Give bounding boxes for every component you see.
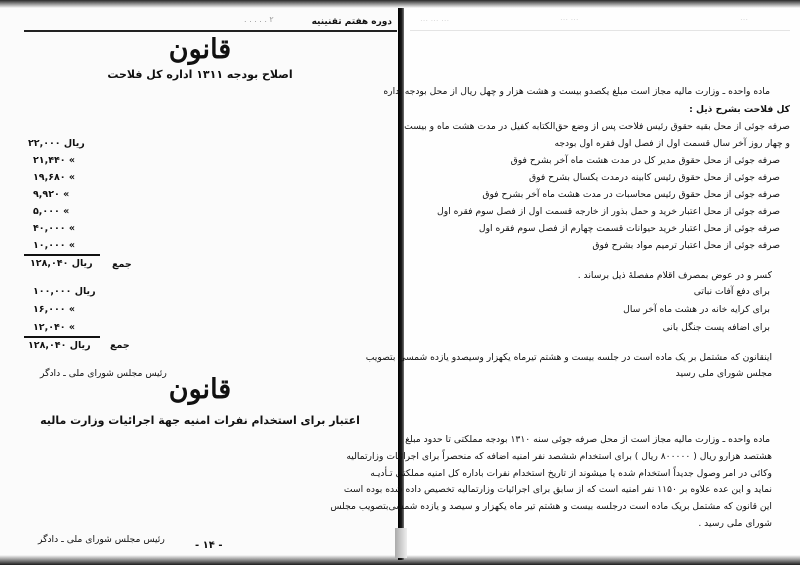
right-page (404, 0, 800, 565)
expense-item: برای کرایه خانه در هشت ماه آخر سال (623, 304, 770, 315)
law1-closing-line: اینقانون که مشتمل بر یک ماده است در جلسه بیست و هشتم تیرماه یکهزار وسیصدو یازده شمسی بتصویب (365, 352, 772, 363)
law2-subtitle: اعتبار برای استخدام نفرات امنیه جهة اجرائیات وزارت مالیه (40, 414, 360, 427)
sum-rule (24, 336, 100, 338)
bleed-through-text: ⋯ ⋯ (560, 15, 579, 24)
running-head-dots: . . . . . ۲ (244, 15, 274, 24)
expense-total: ۱۲۸,۰۴۰ ریال (28, 340, 91, 351)
bleed-through-text: ⋯ ⋯ ⋯ (420, 16, 450, 25)
law2-body-line: شورای ملی رسید . (698, 518, 772, 529)
law1-intro-line: صرفه جوئی از محل بقیه حقوق رئیس فلاحت پس از وضع حق‌الکتابه کفیل در مدت هشت ماه و بیست (404, 121, 790, 132)
law1-title: قانون (168, 34, 232, 65)
savings-item: صرفه جوئی از محل حقوق مدیر کل در مدت هشت ماه آخر بشرح فوق (510, 155, 780, 166)
expense-amount: ۱۶,۰۰۰ « (33, 304, 76, 315)
bleed-through-text: ⋯ (740, 15, 748, 24)
savings-amount: ۲۱,۴۴۰ « (33, 155, 76, 166)
law1-closing-line: مجلس شورای ملی رسید (675, 368, 772, 379)
law1-intro-line: ماده واحده ـ وزارت مالیه مجاز است مبلغ یکصدو بیست و هشت هزار و چهل ریال از محل بودجه اداره (383, 86, 770, 97)
law2-body-line: وکائی در امر وصول جدیداً استخدام شده یا میشوند از تاریخ استخدام نفرات باداره کل امنیه مملکتی تـأدیـه (370, 468, 772, 479)
law2-title: قانون (168, 374, 232, 405)
savings-item: صرفه جوئی از محل اعتبار خرید و حمل بذور از خارجه قسمت اول از فصل سوم فقره اول (437, 206, 780, 217)
savings-amount: ۱۹,۶۸۰ « (33, 172, 76, 183)
running-head (24, 17, 394, 31)
expense-amount: ۱۲,۰۴۰ « (33, 322, 76, 333)
page-curl (395, 528, 407, 558)
savings-total: ۱۲۸,۰۴۰ ریال (30, 258, 93, 269)
expense-item: برای دفع آفات نباتی (693, 286, 770, 297)
law2-body-line: نماید و این عده علاوه بر ۱۱۵۰ نفر امنیه است که از سابق برای اجرائیات وزارتمالیه تخصیص داده شده بوده است (343, 484, 772, 495)
sum-rule (24, 254, 100, 256)
law2-body-line: ماده واحده ـ وزارت مالیه مجاز است از محل صرفه جوئی سنه ۱۳۱۰ بودجه مملکتی تا حدود مبلغ (405, 434, 770, 445)
savings-total-label: جمع (112, 259, 132, 270)
savings-amount: ۲۲,۰۰۰ ریال (28, 138, 85, 149)
bleed-through-rule (410, 30, 790, 31)
expense-total-label: جمع (110, 340, 130, 351)
expense-item: برای اضافه پست جنگل بانی (662, 322, 770, 333)
scan-top-edge (0, 0, 800, 8)
savings-amount: ۴۰,۰۰۰ « (33, 223, 76, 234)
running-head-title: دوره هفتم تقنینیه (311, 17, 392, 27)
savings-amount: ۱۰,۰۰۰ « (33, 240, 76, 251)
law2-signature: رئیس مجلس شورای ملی ـ دادگر (38, 534, 165, 545)
law2-body-line: این قانون که مشتمل بریک ماده است درجلسه بیست و هشتم تیر ماه یکهزار و سیصد و یازده شمسی‌بتصویب مجلس (330, 501, 772, 512)
law1-intro-line: کل فلاحت بشرح ذیل : (689, 104, 790, 115)
law2-body-line: هشتصد هزارو ریال ( ۸۰۰۰۰۰ ریال ) برای استخدام ششصد نفر امنیه اضافه که منحصراً برای اجرائیات وزارتمالیه (346, 451, 772, 462)
law1-intro-line: و چهار روز آخر سال قسمت اول از فصل اول فقره اول بودجه (554, 138, 790, 149)
savings-amount: ۵,۰۰۰ « (33, 206, 70, 217)
savings-item: صرفه جوئی از محل حقوق رئیس محاسبات در مدت هشت ماه آخر بشرح فوق (482, 189, 780, 200)
savings-item: صرفه جوئی از محل اعتبار خرید حیوانات قسمت چهارم از فصل سوم فقره اول (478, 223, 780, 234)
law1-subtitle: اصلاح بودجه ۱۳۱۱ اداره کل فلاحت (107, 68, 293, 81)
savings-amount: ۹,۹۲۰ « (33, 189, 70, 200)
page-number: - ۱۴ - (195, 540, 223, 551)
header-rule (24, 30, 397, 32)
law1-signature: رئیس مجلس شورای ملی ـ دادگر (40, 368, 167, 379)
savings-item: صرفه جوئی از محل اعتبار ترمیم مواد بشرح فوق (592, 240, 780, 251)
savings-item: صرفه جوئی از محل حقوق رئیس کابینه درمدت یکسال بشرح فوق (529, 172, 780, 183)
expense-amount: ۱۰۰,۰۰۰ ریال (33, 286, 96, 297)
transfer-line: کسر و در عوض بمصرف اقلام مفصلهٔ ذیل برساند . (577, 270, 772, 281)
